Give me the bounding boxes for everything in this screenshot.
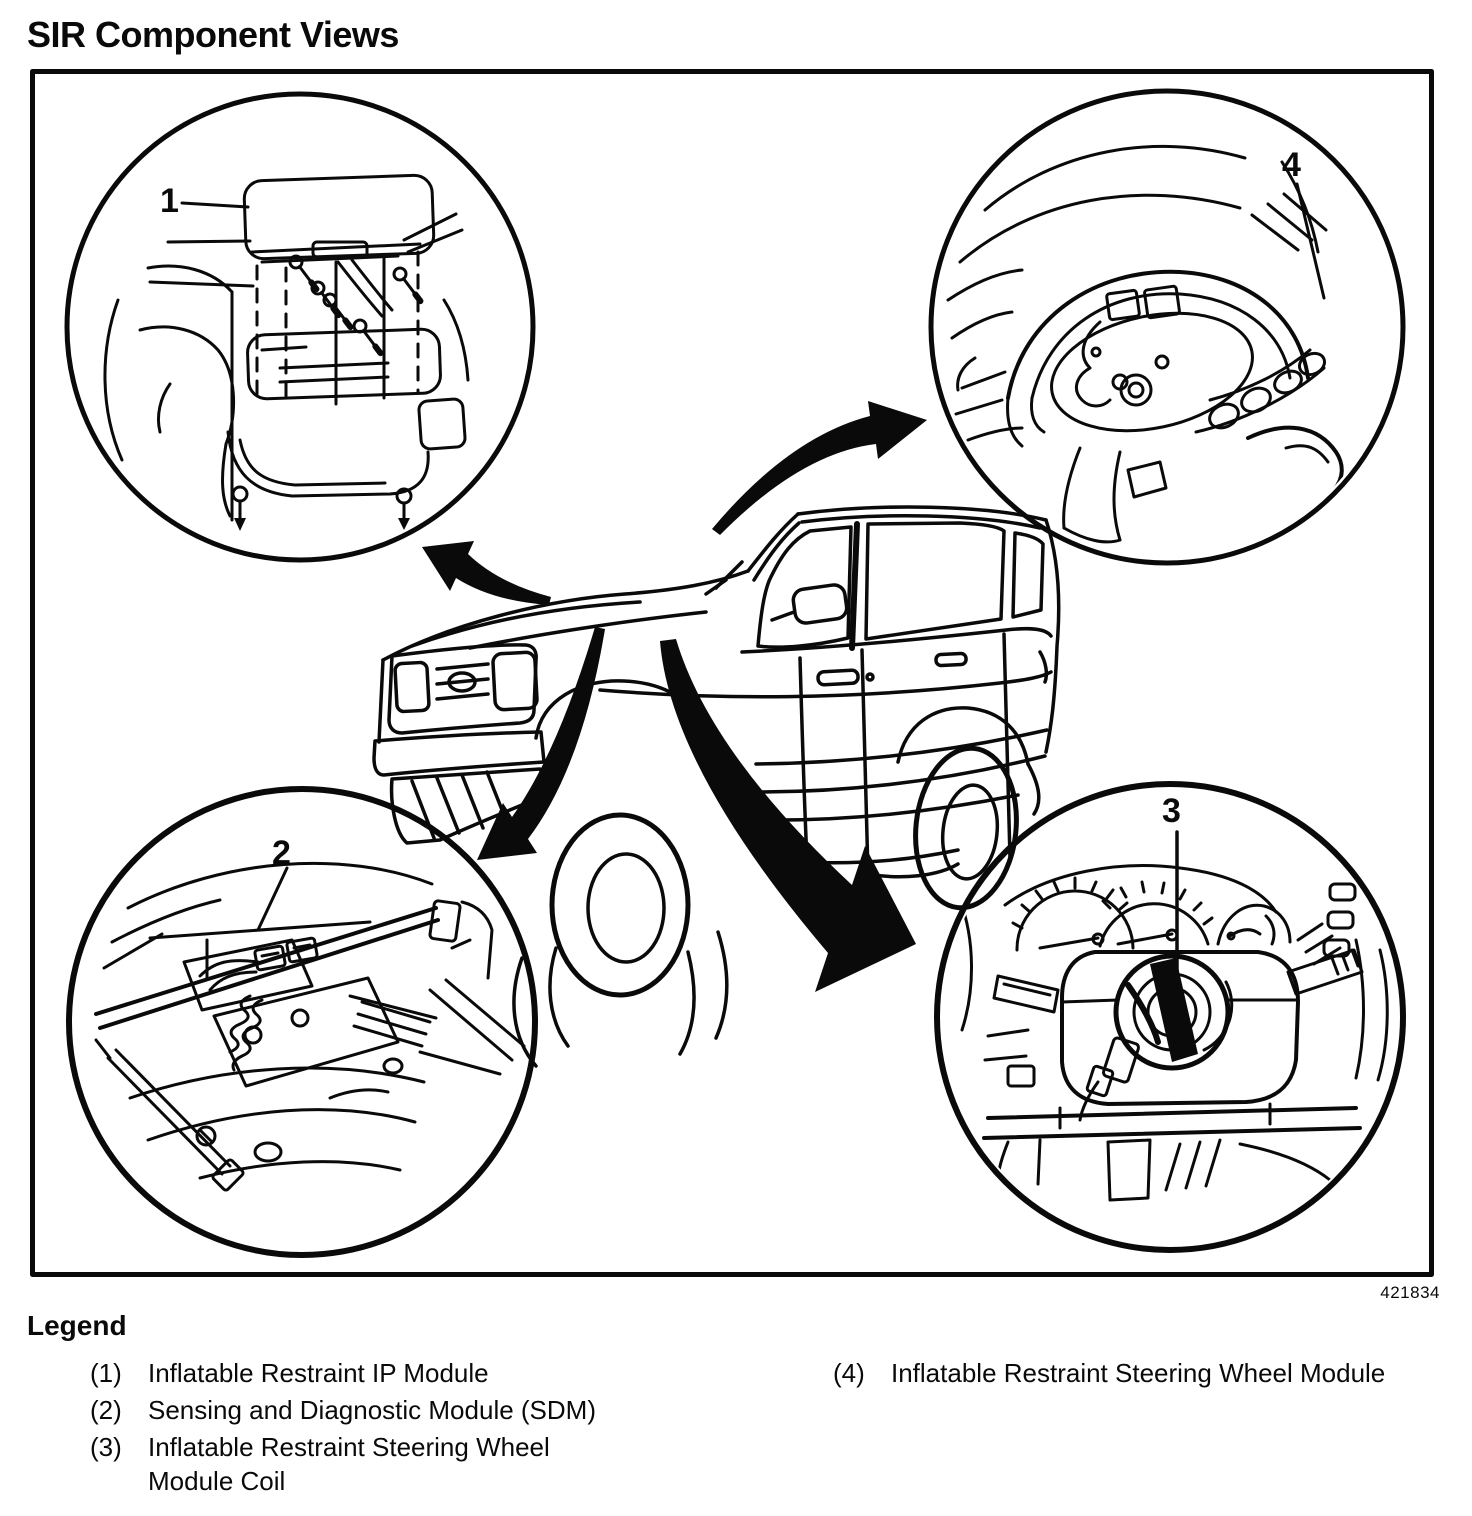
legend-heading: Legend [27,1310,127,1341]
legend-item-1-number: (1) [90,1358,122,1388]
ip-module-view-art [105,175,468,531]
view-circle-sdm [69,789,535,1255]
callout-4-label: 4 [1282,146,1301,184]
legend-item-2-number: (2) [90,1395,122,1425]
legend-column-right [833,1356,1453,1393]
legend-column-left [90,1356,650,1501]
callout-2-label: 2 [272,834,291,872]
figure-frame [33,72,1432,1275]
legend-item-3 [90,1430,650,1498]
steering-column-coil-view-art [960,866,1387,1200]
figure-number: 421834 [1380,1283,1440,1302]
legend-item-2 [90,1393,650,1427]
callout-1-leader [182,203,248,207]
legend-item-4-label: Inflatable Restraint Steering Wheel Module [891,1358,1386,1388]
sdm-view-art [96,863,524,1191]
legend-item-2-label: Sensing and Diagnostic Module (SDM) [148,1395,596,1425]
arrow-to-ip-module-view [422,541,551,605]
legend-item-1 [90,1356,650,1390]
page-title: SIR Component Views [27,14,399,55]
view-circle-steering-wheel-module [931,91,1403,563]
steering-wheel-module-view-art [948,146,1342,541]
legend-item-3-label: Inflatable Restraint Steering Wheel Module Coil [148,1432,550,1496]
view-circle-ip-module [67,94,533,560]
legend-item-4-number: (4) [833,1358,865,1388]
callout-2-leader [258,868,287,930]
callout-3-label: 3 [1162,792,1181,830]
legend-item-1-label: Inflatable Restraint IP Module [148,1358,489,1388]
legend-item-4 [833,1356,1453,1390]
callout-4-leader [1297,184,1324,298]
legend-item-3-number: (3) [90,1432,122,1462]
callout-1-label: 1 [160,182,179,220]
